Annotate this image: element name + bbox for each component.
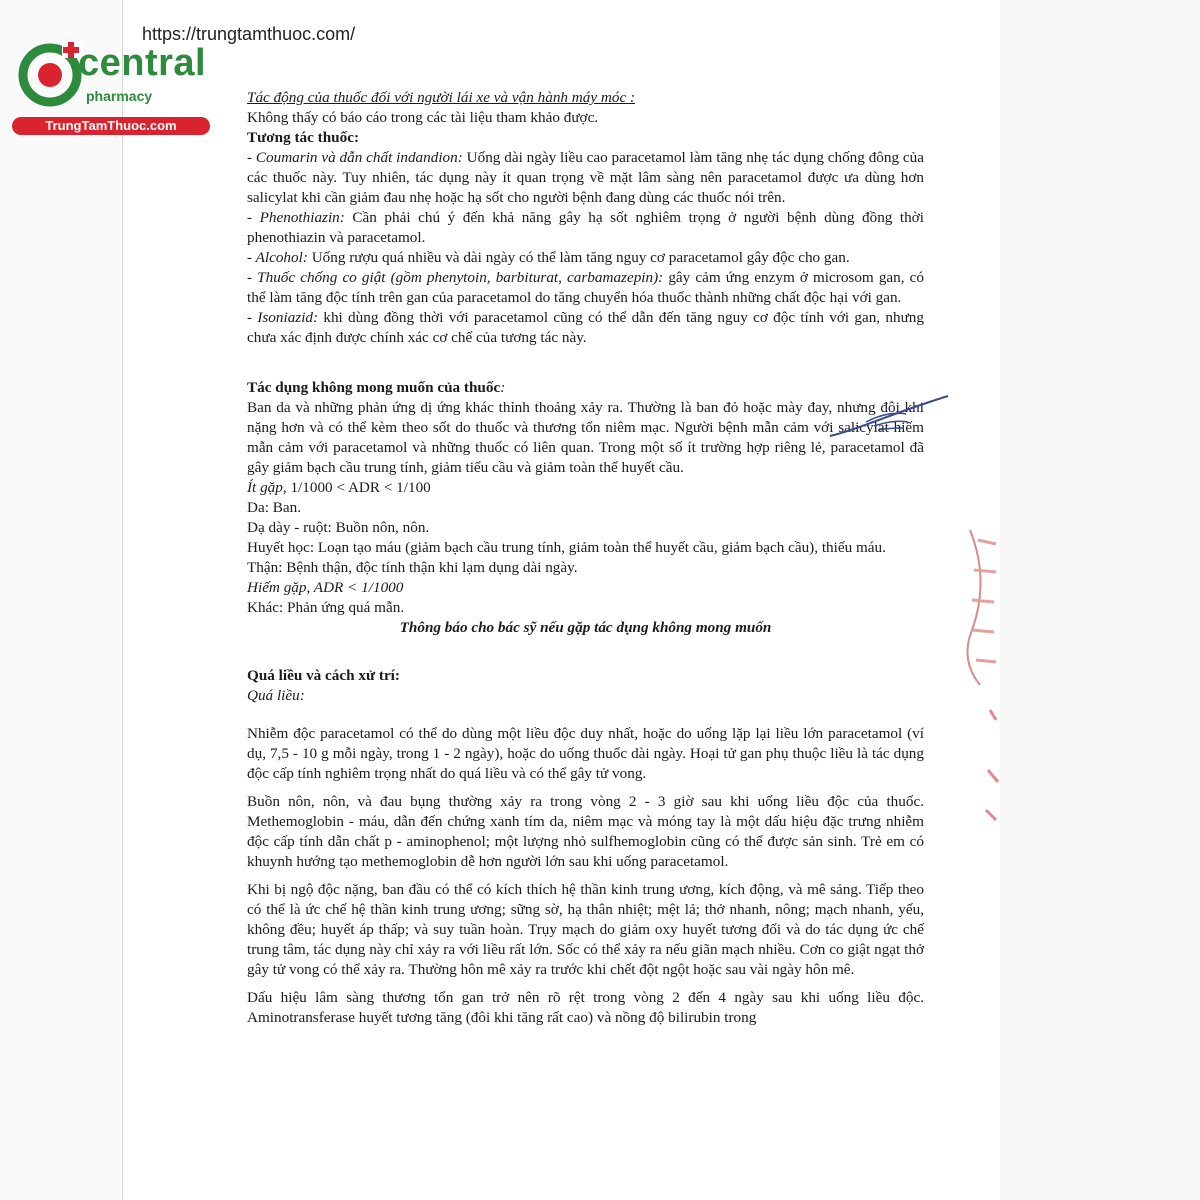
- adverse-item: Khác: Phản ứng quá mẫn.: [247, 599, 405, 616]
- interaction-item: - Phenothiazin: Cần phải chú ý đến khả năng gây hạ sốt nghiêm trọng ở người bệnh dùng đồng thời phenothiazin và paracetamol.: [247, 209, 925, 246]
- doctor-notice: Thông báo cho bác sỹ nếu gặp tác dụng không mong muốn: [399, 619, 772, 636]
- leaflet-content: [247, 88, 924, 1028]
- overdose-paragraph: Buồn nôn, nôn, và đau bụng thường xảy ra trong vòng 2 - 3 giờ sau khi uống liều độc của thuốc. Methemoglobin - máu, dẫn đến chứng xanh tím da, niêm mạc và móng tay là một dấu hiệu đặc trưng nhiễm độc cấp tính dẫn chất p - aminophenol; một lượng nhỏ sulfhemoglobin cũng có thể được sản sinh. Trẻ em có khuynh hướng tạo methemoglobin dễ hơn người lớn sau khi uống paracetamol.: [247, 793, 924, 870]
- driving-text: Không thấy có báo cáo trong các tài liệu tham khảo được.: [247, 109, 599, 126]
- overdose-paragraph: Dấu hiệu lâm sàng thương tổn gan trở nên rõ rệt trong vòng 2 đến 4 ngày sau khi uống liều độc. Aminotransferase huyết tương tăng (đôi khi tăng rất cao) và nồng độ bilirubin trong: [247, 989, 924, 1026]
- adverse-intro: Ban da và những phản ứng dị ứng khác thỉnh thoảng xảy ra. Thường là ban đỏ hoặc mày đay, nhưng đôi khi nặng hơn và có thể kèm theo sốt do thuốc và thương tổn niêm mạc. Người bệnh mẫn cảm với salicylat hiếm mẫn cảm với paracetamol và những thuốc có liên quan. Trong một số ít trường hợp riêng lẻ, paracetamol đã gây giảm bạch cầu trung tính, giảm tiểu cầu và giảm toàn thể huyết cầu.: [247, 399, 924, 476]
- logo-subtitle: pharmacy: [86, 88, 153, 104]
- scan-margin-right: [1000, 0, 1200, 1200]
- scan-margin-left: [0, 0, 122, 1200]
- uncommon-frequency: Ít gặp, 1/1000 < ADR < 1/100: [247, 479, 431, 496]
- interaction-item: - Isoniazid: khi dùng đồng thời với paracetamol cũng có thể dẫn đến tăng nguy cơ độc tính với gan, nhưng chưa xác định được chính xác cơ chế của tương tác này.: [247, 309, 924, 346]
- source-url: https://trungtamthuoc.com/: [142, 24, 356, 44]
- adverse-item: Da: Ban.: [247, 499, 301, 516]
- interaction-item: - Thuốc chống co giật (gồm phenytoin, barbiturat, carbamazepin): gây cảm ứng enzym ở microsom gan, có thể làm tăng độc tính trên gan của paracetamol do tăng chuyển hóa thuốc thành những chất độc hại với gan.: [247, 269, 924, 306]
- interaction-item: - Alcohol: Uống rượu quá nhiều và dài ngày có thể làm tăng nguy cơ paracetamol gây độc cho gan.: [247, 249, 850, 266]
- interaction-item: - Coumarin và dẫn chất indandion: Uống dài ngày liều cao paracetamol làm tăng nhẹ tác dụng chống đông của các thuốc này. Tuy nhiên, tác dụng này ít quan trọng về mặt lâm sàng nên paracetamol được ưa dùng hơn salicylat khi cần giảm đau nhẹ hoặc hạ sốt cho người bệnh đang dùng các thuốc nói trên.: [247, 149, 925, 206]
- adverse-item: Huyết học: Loạn tạo máu (giảm bạch cầu trung tính, giảm toàn thể huyết cầu, giảm bạch cầu), thiếu máu.: [247, 539, 886, 556]
- adverse-heading: Tác dụng không mong muốn của thuốc:: [247, 379, 506, 396]
- red-stamp-fragment-icon: [960, 520, 1000, 850]
- overdose-paragraph: Khi bị ngộ độc nặng, ban đầu có thể có kích thích hệ thần kinh trung ương, kích động, và mê sảng. Tiếp theo có thể là ức chế hệ thần kinh trung ương; sững sờ, hạ thân nhiệt; mệt lả; thở nhanh, nông; mạch nhanh, yếu, không đều; huyết áp thấp; và suy tuần hoàn. Trụy mạch do giảm oxy huyết tương đối và do tác dụng ức chế trung tâm, tác dụng này chỉ xảy ra với liều rất lớn. Sốc có thể xảy ra nếu giãn mạch nhiều. Cơn co giật ngạt thở gây tử vong có thể xảy ra. Thường hôn mê xảy ra trước khi chết đột ngột hoặc sau vài ngày hôn mê.: [247, 881, 924, 978]
- overdose-paragraph: Nhiễm độc paracetamol có thể do dùng một liều độc duy nhất, hoặc do uống lặp lại liều lớn paracetamol (ví dụ, 7,5 - 10 g mỗi ngày, trong 1 - 2 ngày), hoặc do uống thuốc dài ngày. Hoại tử gan phụ thuộc liều là tác dụng độc cấp tính nghiêm trọng nhất do quá liều và có thể gây tử vong.: [247, 725, 924, 782]
- driving-heading: Tác động của thuốc đối với người lái xe và vận hành máy móc :: [247, 89, 636, 106]
- overdose-subheading: Quá liều:: [247, 687, 305, 704]
- logo-website-bar: TrungTamThuoc.com: [12, 117, 210, 135]
- handwritten-signature-icon: [826, 392, 956, 442]
- logo-wordmark: central: [78, 42, 207, 84]
- overdose-heading: Quá liều và cách xử trí:: [247, 667, 400, 684]
- interactions-heading: Tương tác thuốc:: [247, 129, 360, 146]
- rare-frequency: Hiếm gặp, ADR < 1/1000: [247, 579, 404, 596]
- adverse-item: Thận: Bệnh thận, độc tính thận khi lạm dụng dài ngày.: [247, 559, 578, 576]
- adverse-item: Dạ dày - ruột: Buồn nôn, nôn.: [247, 519, 430, 536]
